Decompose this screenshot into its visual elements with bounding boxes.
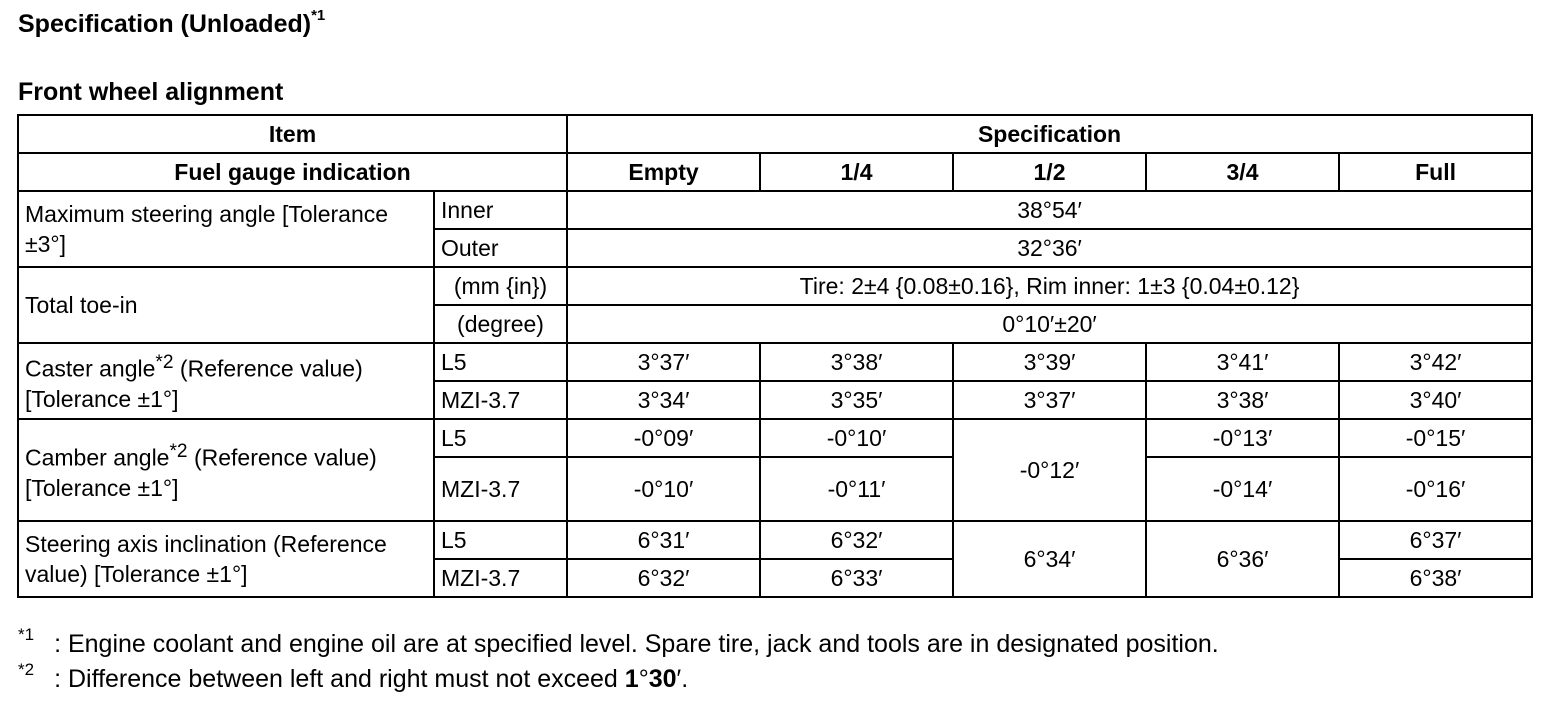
steering-axis-l5-row	[18, 521, 1532, 559]
caster-mzi-full: 3°40′	[1339, 381, 1532, 419]
camber-half: -0°12′	[953, 419, 1146, 521]
camber-l5-three-quarter: -0°13′	[1146, 419, 1339, 457]
steering-axis-mzi-empty: 6°32′	[567, 559, 760, 597]
toe-in-degree-value: 0°10′±20′	[567, 305, 1532, 343]
fuel-gauge-label: Fuel gauge indication	[18, 153, 567, 191]
footnote-1	[18, 625, 1219, 659]
toe-in-mm-value: Tire: 2±4 {0.08±0.16}, Rim inner: 1±3 {0.04±0.12}	[567, 267, 1532, 305]
caster-mzi-label: MZI-3.7	[434, 381, 567, 419]
max-steering-label: Maximum steering angle [Tolerance ±3°]	[18, 191, 434, 267]
steering-axis-l5-label: L5	[434, 521, 567, 559]
inner-label: Inner	[434, 191, 567, 229]
caster-label: Caster angle$^{*2}$ (Reference value) [Tolerance ±1°]	[18, 343, 434, 419]
camber-l5-empty: -0°09′	[567, 419, 760, 457]
footnote-1-text: : Engine coolant and engine oil are at specified level. Spare tire, jack and tools are in designated position.	[54, 630, 1219, 658]
toe-in-label: Total toe-in	[18, 267, 434, 343]
camber-l5-label: L5	[434, 419, 567, 457]
alignment-spec-table	[17, 114, 1533, 598]
fuel-gauge-row	[18, 153, 1532, 191]
footnote-ref: *2	[155, 352, 174, 374]
fuel-level-full: Full	[1339, 153, 1532, 191]
toe-in-mm-label: (mm {in})	[434, 267, 567, 305]
footnote-ref: *2	[169, 441, 188, 463]
caster-l5-label: L5	[434, 343, 567, 381]
caster-mzi-quarter: 3°35′	[760, 381, 953, 419]
camber-mzi-full: -0°16′	[1339, 457, 1532, 521]
item-header: Item	[18, 115, 567, 153]
steering-axis-three-quarter: 6°36′	[1146, 521, 1339, 597]
specification-header: Specification	[567, 115, 1532, 153]
fuel-level-half: 1/2	[953, 153, 1146, 191]
inner-value: 38°54′	[567, 191, 1532, 229]
camber-mzi-quarter: -0°11′	[760, 457, 953, 521]
caster-l5-empty: 3°37′	[567, 343, 760, 381]
caster-l5-three-quarter: 3°41′	[1146, 343, 1339, 381]
steering-axis-mzi-full: 6°38′	[1339, 559, 1532, 597]
footnote-2-mark: *2	[18, 660, 35, 679]
camber-l5-full: -0°15′	[1339, 419, 1532, 457]
steering-axis-mzi-label: MZI-3.7	[434, 559, 567, 597]
camber-mzi-three-quarter: -0°14′	[1146, 457, 1339, 521]
caster-l5-half: 3°39′	[953, 343, 1146, 381]
caster-l5-quarter: 3°38′	[760, 343, 953, 381]
footnote-ref: *1	[311, 6, 326, 24]
camber-mzi-label: MZI-3.7	[434, 457, 567, 521]
caster-mzi-half: 3°37′	[953, 381, 1146, 419]
caster-l5-row	[18, 343, 1532, 381]
outer-label: Outer	[434, 229, 567, 267]
steering-axis-half: 6°34′	[953, 521, 1146, 597]
page-title: Specification (Unloaded)$^{*1}$	[18, 6, 326, 38]
camber-l5-quarter: -0°10′	[760, 419, 953, 457]
caster-mzi-empty: 3°34′	[567, 381, 760, 419]
steering-axis-l5-empty: 6°31′	[567, 521, 760, 559]
outer-value: 32°36′	[567, 229, 1532, 267]
steering-axis-mzi-quarter: 6°33′	[760, 559, 953, 597]
max-steering-inner-row	[18, 191, 1532, 229]
camber-l5-row	[18, 419, 1532, 457]
steering-axis-label: Steering axis inclination (Reference value) [Tolerance ±1°]	[18, 521, 434, 597]
fuel-level-quarter: 1/4	[760, 153, 953, 191]
toe-in-degree-label: (degree)	[434, 305, 567, 343]
header-row	[18, 115, 1532, 153]
footnote-1-mark: *1	[18, 625, 35, 644]
footnote-2: $^{*2}$ : Difference between left and right must not exceed 1°30′.	[18, 660, 689, 693]
camber-label: Camber angle$^{*2}$ (Reference value) [Tolerance ±1°]	[18, 419, 434, 521]
caster-mzi-three-quarter: 3°38′	[1146, 381, 1339, 419]
caster-l5-full: 3°42′	[1339, 343, 1532, 381]
section-title: Front wheel alignment	[18, 78, 284, 106]
fuel-level-empty: Empty	[567, 153, 760, 191]
camber-mzi-empty: -0°10′	[567, 457, 760, 521]
steering-axis-l5-quarter: 6°32′	[760, 521, 953, 559]
fuel-level-three-quarter: 3/4	[1146, 153, 1339, 191]
steering-axis-l5-full: 6°37′	[1339, 521, 1532, 559]
toe-in-mm-row	[18, 267, 1532, 305]
